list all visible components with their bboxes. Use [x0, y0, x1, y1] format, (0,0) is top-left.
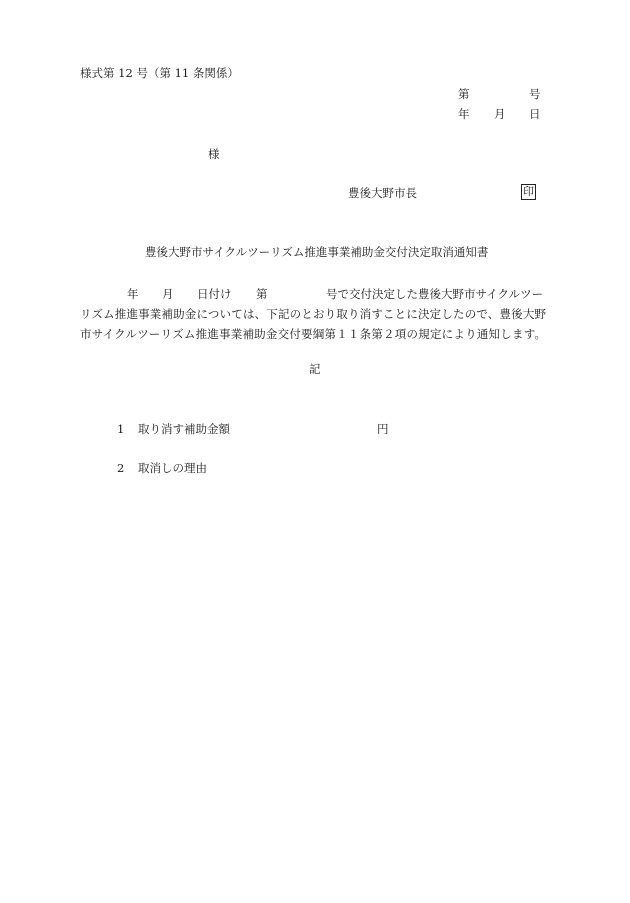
sender-name: 豊後大野市長	[348, 186, 417, 200]
form-number: 様式第 12 号（第 11 条関係）	[80, 66, 239, 80]
seal-mark	[521, 184, 536, 200]
body-month: 月	[162, 287, 174, 301]
body-line-2: リズム推進事業補助金については、下記のとおり取り消すことに決定したので、豊後大野	[80, 307, 546, 321]
doc-number-prefix: 第	[458, 87, 470, 101]
body-line1-rest: 号で交付決定した豊後大野市サイクルツー	[326, 287, 544, 301]
item-1-label: 取り消す補助金額	[138, 422, 230, 436]
document-title: 豊後大野市サイクルツーリズム推進事業補助金交付決定取消通知書	[145, 245, 489, 259]
item-1-number: 1	[117, 422, 125, 436]
date-year: 年	[458, 107, 470, 121]
doc-number-suffix: 号	[529, 87, 541, 101]
item-2-number: 2	[117, 461, 125, 475]
item-1-unit: 円	[377, 422, 389, 436]
body-year: 年	[127, 287, 139, 301]
body-no: 第	[256, 287, 268, 301]
addressee-suffix: 様	[208, 147, 220, 161]
body-day: 日付け	[197, 287, 232, 301]
date-day: 日	[529, 107, 541, 121]
ki-heading: 記	[309, 362, 321, 376]
item-2-label: 取消しの理由	[138, 461, 207, 475]
seal-box: 印	[523, 185, 534, 198]
date-month: 月	[494, 107, 506, 121]
body-line-3: 市サイクルツーリズム推進事業補助金交付要綱第１１条第２項の規定により通知します。	[80, 327, 546, 341]
